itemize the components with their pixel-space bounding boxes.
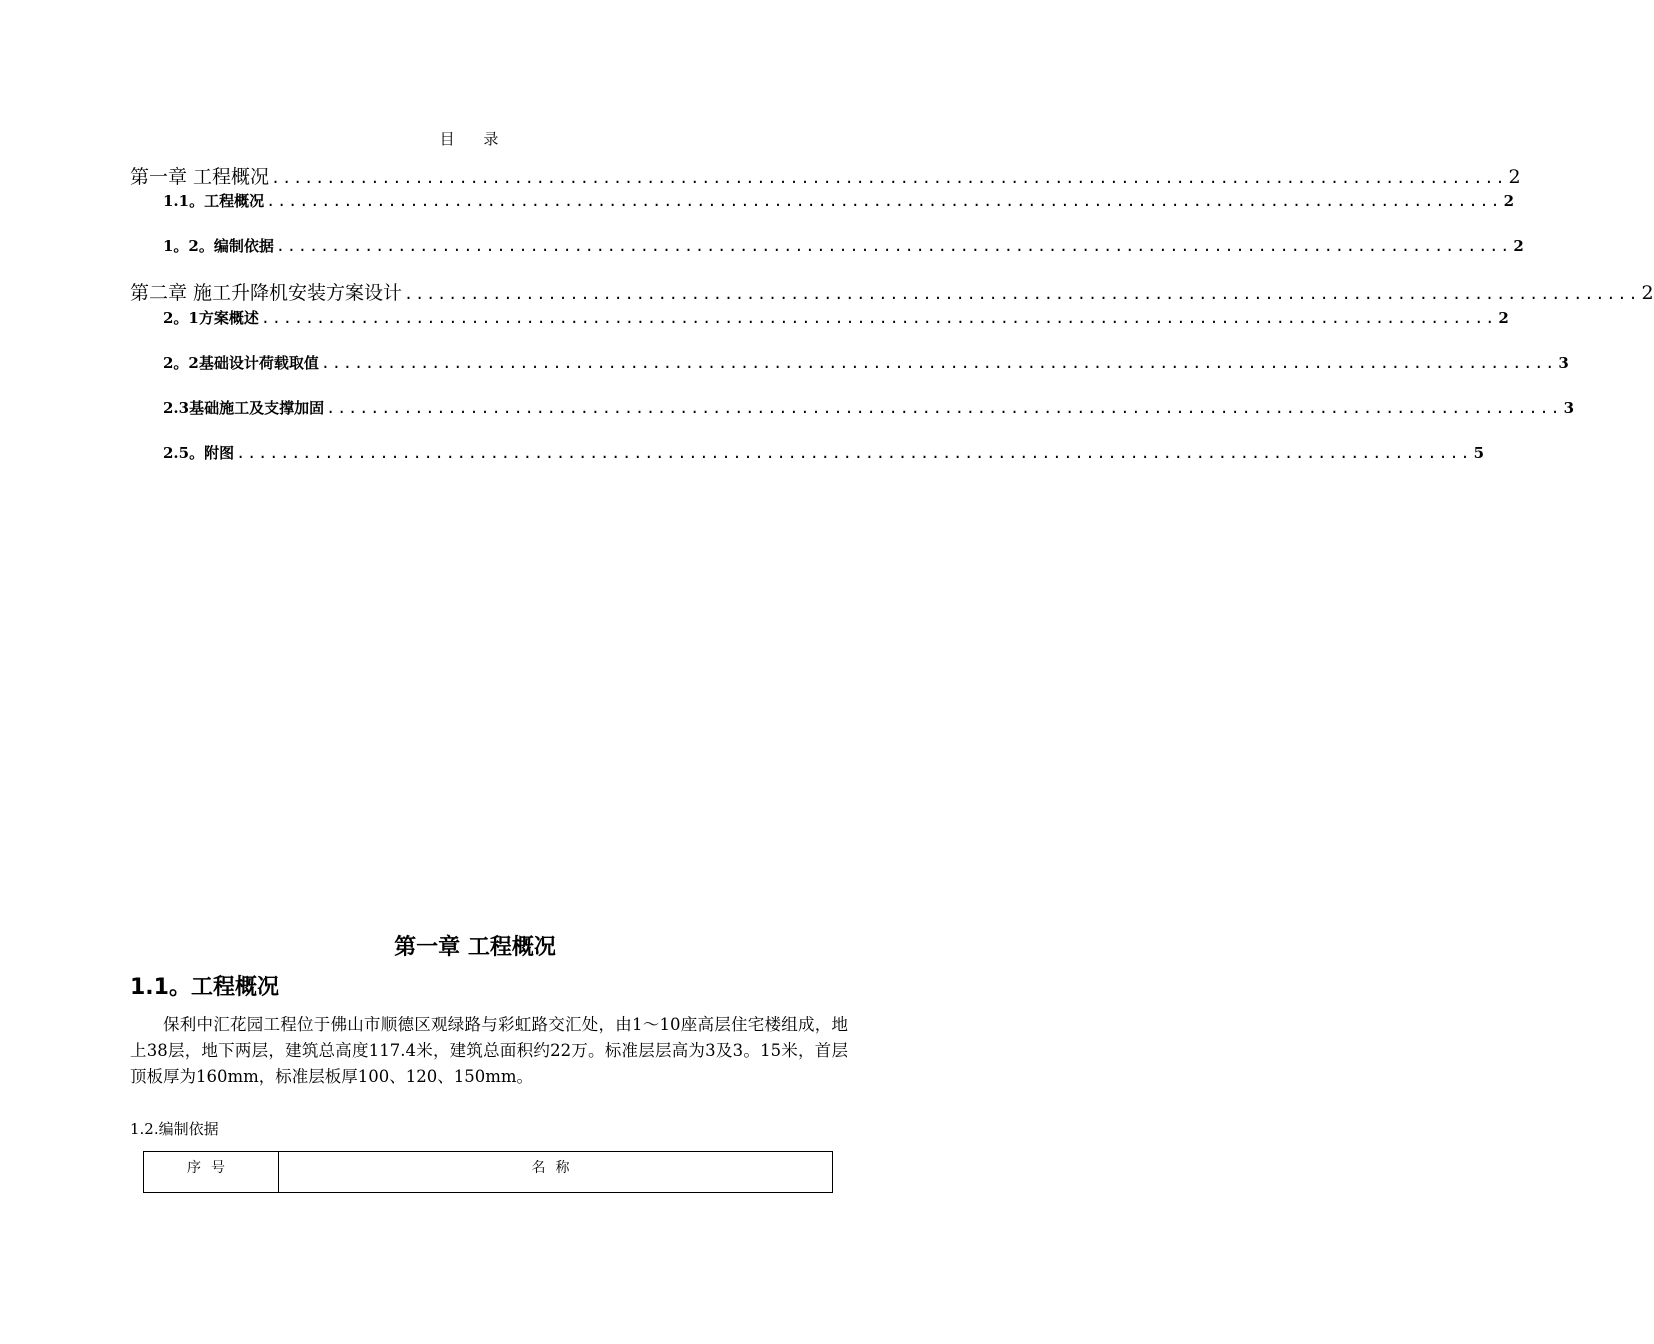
section-paragraph: 保利中汇花园工程位于佛山市顺德区观绿路与彩虹路交汇处，由1～10座高层住宅楼组成，地上38层，地下两层，建筑总高度117.4米，建筑总面积约22万。标准层层高为3及3。15米，首层顶板厚为160mm，标准层板厚100、120、150mm。 — [130, 1015, 848, 1086]
table-header-row — [144, 1152, 833, 1193]
toc-entry-page: 2 — [1503, 192, 1514, 210]
table-header-cell: 序号 — [144, 1152, 279, 1193]
toc-entry-label: 2.3基础施工及支撑加固 — [163, 399, 325, 417]
toc-entry-2-2[interactable] — [163, 352, 1569, 373]
toc-entry-label: 2.5。附图 — [163, 444, 235, 462]
toc-leader-dots: ................................................................................................................ — [275, 237, 1512, 255]
toc-leader-dots: ................................................................................................................ — [326, 399, 1562, 417]
toc-entry-page: 3 — [1558, 354, 1569, 372]
table-header-cell: 名称 — [279, 1152, 833, 1193]
toc-entry-page: 2 — [1513, 237, 1524, 255]
toc-entry-chapter-2[interactable] — [130, 278, 1654, 305]
subsection-heading: 1.2.编制依据 — [130, 1120, 219, 1138]
chapter-heading: 第一章 工程概况 — [394, 935, 556, 960]
toc-entry-2-5[interactable] — [163, 442, 1484, 463]
toc-entry-2-1[interactable] — [163, 307, 1509, 328]
toc-entry-label: 2。1方案概述 — [163, 309, 259, 327]
toc-entry-label: 第二章 施工升降机安装方案设计 — [130, 282, 403, 304]
toc-entry-label: 2。2基础设计荷载取值 — [163, 354, 319, 372]
toc-leader-dots: ................................................................................................................ — [260, 309, 1497, 327]
toc-entry-label: 第一章 工程概况 — [130, 166, 270, 188]
toc-leader-dots: ................................................................................................................ — [236, 444, 1472, 462]
toc-entry-1-2[interactable] — [163, 235, 1524, 256]
toc-leader-dots: ................................................................................................................ — [404, 285, 1640, 303]
toc-leader-dots: ................................................................................................................ — [271, 169, 1507, 187]
toc-entry-label: 1。2。编制依据 — [163, 237, 274, 255]
toc-entry-page: 2 — [1508, 166, 1521, 188]
toc-entry-chapter-1[interactable] — [130, 162, 1521, 189]
basis-table — [143, 1151, 833, 1193]
toc-leader-dots: ................................................................................................................ — [266, 192, 1502, 210]
toc-entry-page: 2 — [1641, 282, 1654, 304]
toc-entry-page: 2 — [1498, 309, 1509, 327]
toc-entry-page: 5 — [1473, 444, 1484, 462]
toc-entry-page: 3 — [1563, 399, 1574, 417]
toc-entry-label: 1.1。工程概况 — [163, 192, 265, 210]
toc-entry-1-1[interactable] — [163, 190, 1514, 211]
section-heading: 1.1。工程概况 — [130, 975, 279, 1000]
toc-leader-dots: ................................................................................................................ — [320, 354, 1557, 372]
toc-title: 目 录 — [439, 130, 511, 148]
toc-entry-2-3[interactable] — [163, 397, 1574, 418]
